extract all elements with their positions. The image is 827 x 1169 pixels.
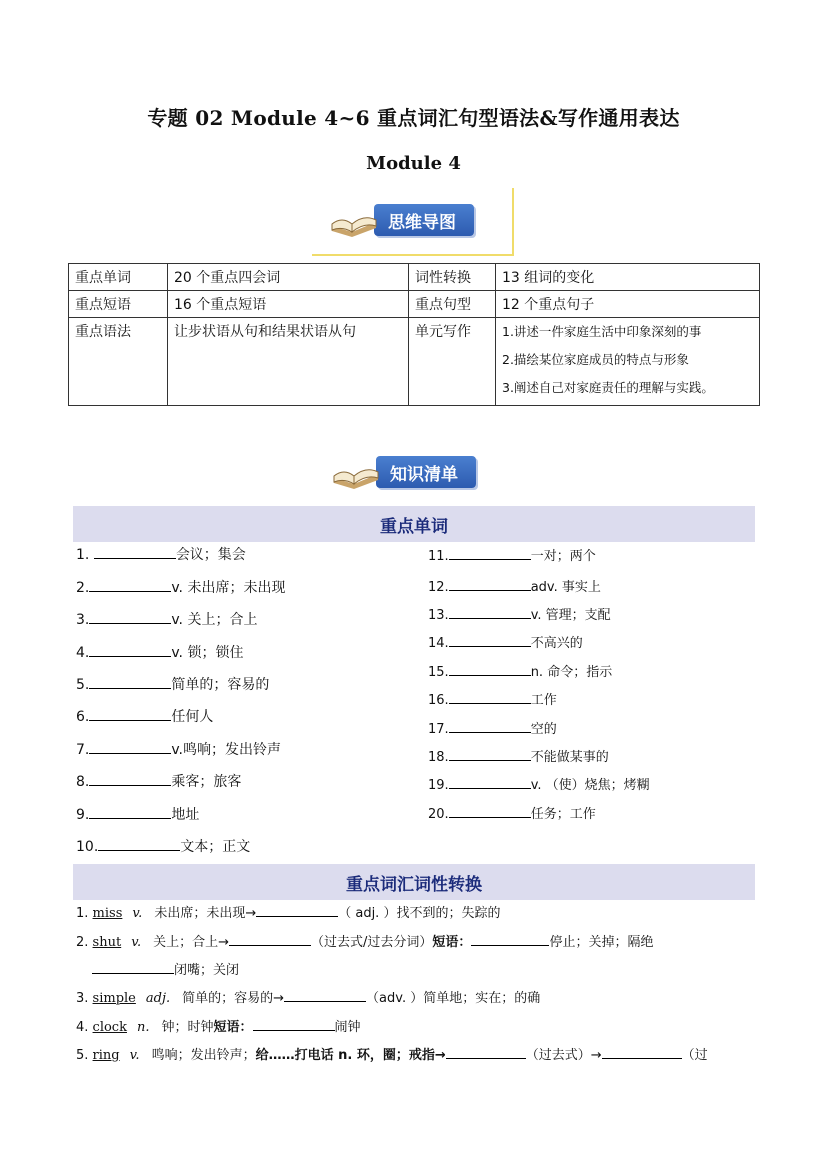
- keyword: clock: [92, 1020, 127, 1035]
- phrase-label: 短语：: [213, 1020, 253, 1035]
- table-row: [69, 264, 760, 291]
- meaning: 鸣响；发出铃声；: [151, 1048, 256, 1063]
- item-number: 7.: [76, 742, 90, 758]
- part-of-speech: v.: [129, 1048, 140, 1063]
- answer-blank[interactable]: [98, 836, 180, 851]
- item-number: 2.: [76, 935, 89, 950]
- checklist-badge: [330, 452, 476, 492]
- overview-value: 16 个重点短语: [168, 291, 409, 318]
- vocab-item: [76, 674, 269, 694]
- answer-blank[interactable]: [89, 771, 171, 786]
- answer-blank[interactable]: [602, 1044, 682, 1059]
- vocab-item: [428, 661, 612, 680]
- item-meaning: 地址: [171, 807, 200, 823]
- answer-blank[interactable]: [92, 959, 174, 974]
- meaning: 关上；合上→: [153, 935, 230, 950]
- keyword: shut: [92, 935, 122, 950]
- table-row: [69, 291, 760, 318]
- answer-blank[interactable]: [449, 576, 531, 591]
- item-meaning: 乘客；旅客: [171, 774, 242, 790]
- answer-blank[interactable]: [449, 746, 531, 761]
- meaning: （ adj. ）找不到的；失踪的: [338, 906, 501, 921]
- item-meaning: v. 管理；支配: [530, 608, 611, 623]
- meaning: 闹钟: [334, 1020, 361, 1035]
- page-title: 专题 02 Module 4~6 重点词汇句型语法&写作通用表达: [147, 106, 680, 130]
- answer-blank[interactable]: [89, 739, 171, 754]
- item-number: 19.: [428, 778, 449, 793]
- overview-value: 20 个重点四会词: [168, 264, 409, 291]
- item-number: 1.: [76, 547, 90, 563]
- vocab-item: [76, 771, 241, 791]
- answer-blank[interactable]: [446, 1044, 526, 1059]
- vocab-item: [76, 804, 199, 824]
- module-title: Module 4: [366, 153, 461, 174]
- answer-blank[interactable]: [89, 609, 171, 624]
- item-meaning: v. 关上；合上: [171, 612, 258, 628]
- vocab-item: [428, 689, 557, 708]
- vocab-item: [428, 604, 611, 623]
- overview-key: 重点语法: [69, 318, 168, 406]
- vocab-item: [428, 545, 596, 564]
- conversion-item: [76, 1044, 708, 1063]
- overview-key: 词性转换: [409, 264, 496, 291]
- item-meaning: 一对；两个: [530, 549, 596, 564]
- item-number: 4.: [76, 1020, 89, 1035]
- answer-blank[interactable]: [89, 642, 171, 657]
- keyword: simple: [92, 991, 136, 1006]
- conversion-item: [76, 902, 500, 921]
- meaning: 未出席；未出现→: [154, 906, 257, 921]
- overview-key: 重点单词: [69, 264, 168, 291]
- item-meaning: 工作: [530, 693, 557, 708]
- vocab-item: [76, 706, 213, 726]
- vocab-item: [76, 836, 250, 856]
- item-number: 3.: [76, 991, 89, 1006]
- item-meaning: 空的: [530, 722, 557, 737]
- section-header-conversion: 重点词汇词性转换: [73, 864, 755, 900]
- meaning: 钟；时钟: [161, 1020, 214, 1035]
- answer-blank[interactable]: [229, 931, 311, 946]
- book-icon: [328, 202, 380, 238]
- meaning: 停止；关掉；隔绝: [549, 935, 654, 950]
- item-meaning: v. 锁；锁住: [171, 645, 244, 661]
- overview-value: 12 个重点句子: [496, 291, 760, 318]
- answer-blank[interactable]: [256, 902, 338, 917]
- checklist-label: 知识清单: [376, 456, 476, 488]
- overview-value: 让步状语从句和结果状语从句: [168, 318, 409, 406]
- item-number: 12.: [428, 580, 449, 595]
- item-number: 6.: [76, 709, 90, 725]
- item-number: 10.: [76, 839, 99, 855]
- answer-blank[interactable]: [253, 1016, 335, 1031]
- item-number: 13.: [428, 608, 449, 623]
- item-number: 8.: [76, 774, 90, 790]
- conversion-item: [76, 1016, 361, 1035]
- item-number: 15.: [428, 665, 449, 680]
- meaning: 给……打电话 n. 环，圈；戒指→: [255, 1048, 446, 1063]
- answer-blank[interactable]: [449, 545, 531, 560]
- item-meaning: adv. 事实上: [530, 580, 601, 595]
- answer-blank[interactable]: [449, 774, 531, 789]
- item-number: 5.: [76, 677, 90, 693]
- vocab-item: [428, 632, 583, 651]
- vocab-item: [76, 609, 257, 629]
- part-of-speech: adj.: [145, 991, 171, 1006]
- part-of-speech: n.: [136, 1020, 150, 1035]
- item-number: 9.: [76, 807, 90, 823]
- mindmap-label: 思维导图: [374, 204, 474, 236]
- part-of-speech: v.: [131, 935, 142, 950]
- meaning: 闭嘴；关闭: [174, 963, 240, 978]
- conversion-item-cont: [92, 959, 239, 978]
- meaning: （adv. ）简单地；实在；的确: [366, 991, 541, 1006]
- item-number: 14.: [428, 636, 449, 651]
- vocab-item: [76, 739, 281, 759]
- conversion-item: [76, 987, 540, 1006]
- item-meaning: v. 未出席；未出现: [171, 580, 286, 596]
- item-number: 1.: [76, 906, 89, 921]
- answer-blank[interactable]: [89, 577, 171, 592]
- item-number: 17.: [428, 722, 449, 737]
- item-meaning: 任何人: [171, 709, 214, 725]
- table-row: [69, 318, 760, 406]
- writing-topics: [496, 318, 760, 406]
- answer-blank[interactable]: [94, 544, 176, 559]
- section-header-words: 重点单词: [73, 506, 755, 542]
- vocab-item: [428, 718, 557, 737]
- item-meaning: 会议；集会: [175, 547, 246, 563]
- answer-blank[interactable]: [449, 632, 531, 647]
- answer-blank[interactable]: [449, 803, 531, 818]
- answer-blank[interactable]: [449, 689, 531, 704]
- writing-topic: 1.讲述一件家庭生活中印象深刻的事: [502, 324, 702, 339]
- item-meaning: n. 命令；指示: [530, 665, 613, 680]
- vocab-item: [428, 576, 601, 595]
- part-of-speech: v.: [132, 906, 143, 921]
- overview-key: 单元写作: [409, 318, 496, 406]
- vocab-item: [428, 774, 650, 793]
- keyword: ring: [92, 1048, 120, 1063]
- item-meaning: 文本；正文: [180, 839, 251, 855]
- mindmap-badge: [328, 200, 474, 240]
- item-number: 5.: [76, 1048, 89, 1063]
- keyword: miss: [92, 906, 123, 921]
- book-icon: [330, 454, 382, 490]
- meaning: （过: [681, 1048, 708, 1063]
- meaning: （过去式）→: [525, 1048, 602, 1063]
- item-meaning: 不高兴的: [530, 636, 583, 651]
- item-number: 4.: [76, 645, 90, 661]
- meaning: （过去式/过去分词）: [311, 935, 433, 950]
- answer-blank[interactable]: [89, 804, 171, 819]
- overview-table: [68, 263, 760, 406]
- item-number: 18.: [428, 750, 449, 765]
- item-meaning: 任务；工作: [530, 807, 596, 822]
- answer-blank[interactable]: [449, 604, 531, 619]
- overview-key: 重点短语: [69, 291, 168, 318]
- answer-blank[interactable]: [449, 661, 531, 676]
- meaning: 简单的；容易的→: [182, 991, 285, 1006]
- item-meaning: 简单的；容易的: [171, 677, 270, 693]
- item-number: 20.: [428, 807, 449, 822]
- item-meaning: 不能做某事的: [530, 750, 609, 765]
- overview-key: 重点句型: [409, 291, 496, 318]
- phrase-label: 短语：: [432, 935, 472, 950]
- item-number: 2.: [76, 580, 90, 596]
- item-meaning: v.鸣响；发出铃声: [171, 742, 282, 758]
- vocab-item: [428, 746, 609, 765]
- answer-blank[interactable]: [449, 718, 531, 733]
- vocab-item: [76, 544, 246, 564]
- answer-blank[interactable]: [284, 987, 366, 1002]
- overview-value: 13 组词的变化: [496, 264, 760, 291]
- vocab-item: [76, 642, 243, 662]
- answer-blank[interactable]: [471, 931, 549, 946]
- writing-topic: 2.描绘某位家庭成员的特点与形象: [502, 352, 689, 367]
- item-meaning: v. （使）烧焦；烤糊: [530, 778, 650, 793]
- answer-blank[interactable]: [89, 706, 171, 721]
- vocab-item: [428, 803, 596, 822]
- conversion-item: [76, 931, 653, 950]
- item-number: 16.: [428, 693, 449, 708]
- vocab-item: [76, 577, 285, 597]
- item-number: 3.: [76, 612, 90, 628]
- answer-blank[interactable]: [89, 674, 171, 689]
- item-number: 11.: [428, 549, 449, 564]
- writing-topic: 3.阐述自己对家庭责任的理解与实践。: [502, 380, 714, 395]
